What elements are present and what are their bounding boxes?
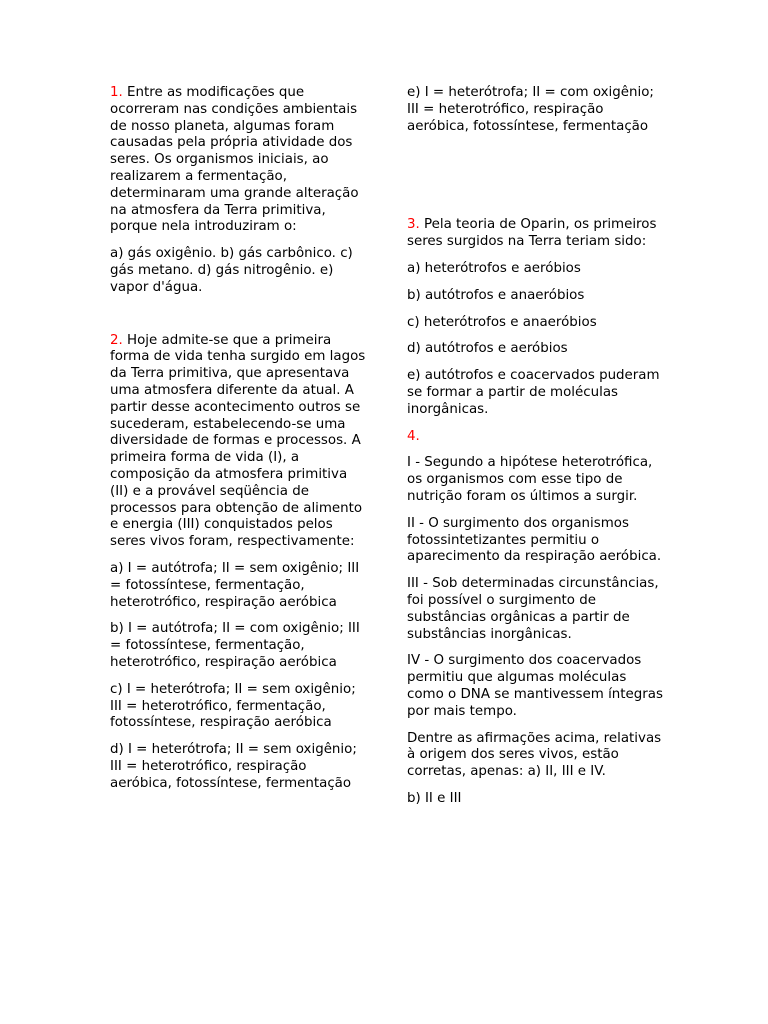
spacer [407,145,663,217]
option-b: b) II e III [407,790,462,806]
option-a: a) heterótrofos e aeróbios [407,260,581,276]
option-c: c) I = heterótrofa; II = sem oxigênio; III = heterotrófico, fermentação, fotossíntese, respiração aeróbica [110,681,356,731]
option-d: d) autótrofos e aeróbios [407,341,568,357]
option-e: e) I = heterótrofa; II = com oxigênio; III = heterotrófico, respiração aeróbica, fotossíntese, fermentação [407,85,654,134]
right-column [407,85,663,818]
question-1-options: a) gás oxigênio. b) gás carbônico. c) gás metano. d) gás nitrogênio. e) vapor d'água. [110,246,353,295]
question-4-prompt: Dentre as afirmações acima, relativas à origem dos seres vivos, estão corretas, apenas: a) II, III e IV. [407,730,662,780]
option-e: e) autótrofos e coacervados puderam se formar a partir de moléculas inorgânicas. [407,368,660,417]
option-d: d) I = heterótrofa; II = sem oxigênio; III = heterotrófico, respiração aeróbica, fotossíntese, fermentação [110,742,357,791]
statement-i: I - Segundo a hipótese heterotrófica, os organismos com esse tipo de nutrição foram os últimos a surgir. [407,455,653,504]
question-text: Entre as modificações que ocorreram nas condições ambientais de nosso planeta, algumas foram causadas pela própria atividade dos seres. Os organismos iniciais, ao realizarem a fermentação, determinaram uma grande alteração na atmosfera da Terra primitiva, porque nela introduziram o: [110,85,359,235]
option-b: b) I = autótrofa; II = com oxigênio; III = fotossíntese, fermentação, heterotrófico, respiração aeróbica [110,621,360,670]
question-text: Hoje admite-se que a primeira forma de vida tenha surgido em lagos da Terra primitiva, que apresentava uma atmosfera diferente da atual. A partir desse acontecimento outros se sucederam, estabelecendo-se uma diversidade de formas e processos. A primeira forma de vida (I), a composição da atmosfera primitiva (II) e a provável seqüência de processos para obtenção de alimento e energia (III) conquistados pelos seres vivos foram, respectivamente: [110,332,366,550]
option-a: a) I = autótrofa; II = sem oxigênio; III = fotossíntese, fermentação, heterotrófico, respiração aeróbica [110,560,360,610]
left-column [110,85,368,802]
statement-ii: II - O surgimento dos organismos fotossintetizantes permitiu o aparecimento da respiração aeróbica. [407,515,662,565]
question-1 [110,85,368,236]
option-b: b) autótrofos e anaeróbios [407,287,585,303]
question-number: 1. [110,85,123,100]
question-2 [110,333,368,551]
option-c: c) heterótrofos e anaeróbios [407,314,597,330]
spacer [110,307,368,333]
question-number: 2. [110,332,123,348]
question-number: 3. [407,217,420,233]
statement-iii: III - Sob determinadas circunstâncias, foi possível o surgimento de substâncias orgânicas a partir de substâncias inorgânicas. [407,576,659,642]
question-text: Pela teoria de Oparin, os primeiros seres surgidos na Terra teriam sido: [407,217,657,250]
question-number: 4. [407,428,420,444]
statement-iv: IV - O surgimento dos coacervados permitiu que algumas moléculas como o DNA se mantivessem íntegras por mais tempo. [407,653,663,719]
question-4 [407,429,663,446]
question-3 [407,217,663,251]
